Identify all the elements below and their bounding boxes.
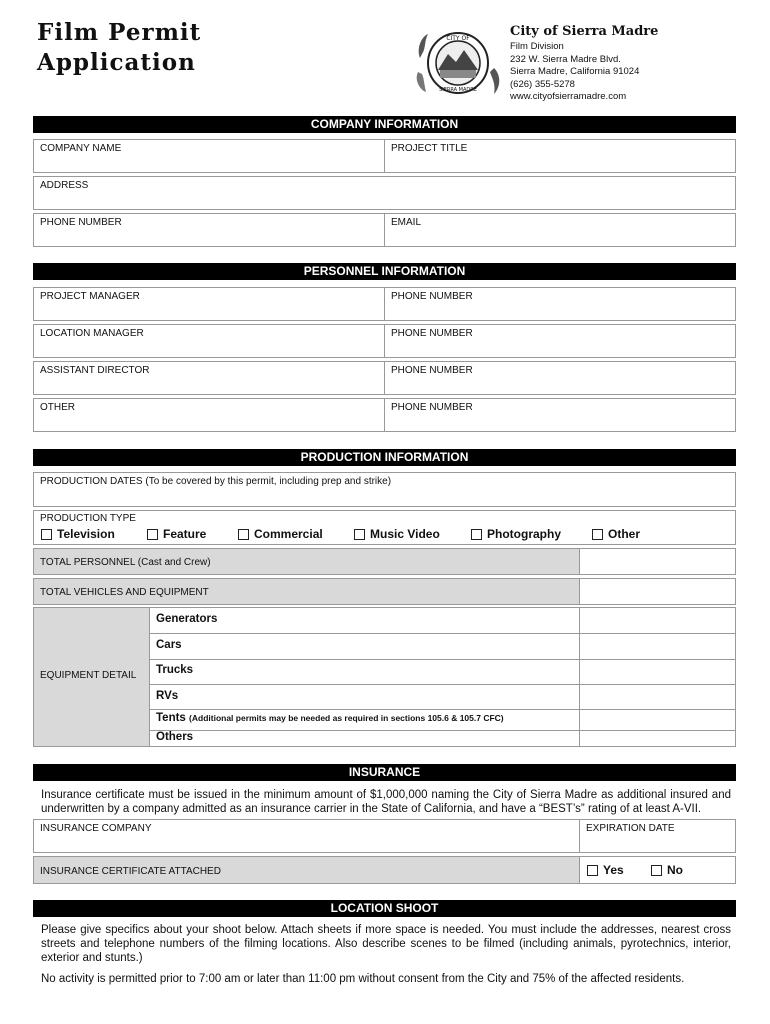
tents-note: (Additional permits may be needed as required in sections 105.6 & 105.7 CFC) (189, 713, 504, 723)
title-line-1: Film Permit (37, 19, 202, 46)
assistant-director-phone-field[interactable] (391, 377, 731, 393)
personnel-role-label: ASSISTANT DIRECTOR (40, 365, 150, 376)
section-insurance-header: INSURANCE (33, 764, 736, 781)
section-production-header: PRODUCTION INFORMATION (33, 449, 736, 466)
total-vehicles-label: TOTAL VEHICLES AND EQUIPMENT (40, 587, 209, 598)
option-label: Music Video (370, 527, 440, 541)
location-manager-field[interactable] (40, 340, 380, 356)
org-line: Sierra Madre, California 91024 (510, 66, 640, 77)
other-personnel-phone-field[interactable] (391, 414, 731, 430)
location-time-restriction: No activity is permitted prior to 7:00 am or later than 11:00 pm without consent from the City and 75% of the affected residents. (41, 973, 685, 985)
personnel-row (33, 324, 736, 358)
company-phone-field[interactable] (40, 229, 380, 245)
option-label: Photography (487, 527, 561, 541)
option-music-video[interactable] (354, 527, 440, 541)
checkbox[interactable] (651, 865, 662, 876)
production-type-label: PRODUCTION TYPE (40, 513, 136, 524)
checkbox[interactable] (147, 529, 158, 540)
checkbox[interactable] (592, 529, 603, 540)
insurance-text: Insurance certificate must be issued in the minimum amount of $1,000,000 naming the City of Sierra Madre as additional insured and underwritten by a company admitted as an insurance carrier in the State of California, and have a “BEST’s” rating of at least A-VII. (41, 789, 731, 815)
option-label: Television (57, 527, 115, 541)
production-dates-row (33, 472, 736, 507)
option-label: Commercial (254, 527, 323, 541)
checkbox[interactable] (41, 529, 52, 540)
option-no[interactable] (651, 863, 683, 877)
section-location-header: LOCATION SHOOT (33, 900, 736, 917)
assistant-director-field[interactable] (40, 377, 380, 393)
rvs-field[interactable] (581, 685, 733, 707)
location-instructions: Please give specifics about your shoot below. Attach sheets if more space is needed. You must include the addresses, nearest cross streets and telephone numbers of the filming locations. Also describe scenes to be filmed (including animals, pyrotechnics, interior, exterior and stunts.) (41, 924, 731, 964)
option-label: No (667, 863, 683, 877)
equipment-item: Cars (156, 639, 182, 651)
insurance-company-row (33, 819, 736, 853)
project-title-field[interactable] (391, 155, 731, 171)
production-type-options (41, 527, 731, 543)
city-seal-logo (414, 28, 504, 98)
option-label: Other (608, 527, 641, 541)
insurance-attached-label: INSURANCE CERTIFICATE ATTACHED (40, 866, 221, 877)
checkbox[interactable] (587, 865, 598, 876)
production-dates-label: PRODUCTION DATES (To be covered by this permit, including prep and strike) (40, 476, 392, 487)
option-commercial[interactable] (238, 527, 323, 541)
form-title (37, 18, 201, 78)
company-name-label: COMPANY NAME (40, 143, 122, 154)
company-row-3 (33, 213, 736, 247)
personnel-row (33, 398, 736, 432)
equipment-item: Trucks (156, 664, 194, 676)
email-field[interactable] (391, 229, 731, 245)
equipment-item: Tents (156, 712, 186, 724)
company-phone-label: PHONE NUMBER (40, 217, 122, 228)
total-personnel-row (33, 548, 736, 575)
personnel-role-label: OTHER (40, 402, 75, 413)
address-label: ADDRESS (40, 180, 89, 191)
equipment-item: RVs (156, 690, 179, 702)
option-photography[interactable] (471, 527, 561, 541)
org-line: 232 W. Sierra Madre Blvd. (510, 53, 621, 65)
email-label: EMAIL (391, 217, 422, 228)
title-line-2: Application (37, 49, 196, 76)
tents-field[interactable] (581, 710, 733, 728)
total-personnel-field[interactable] (581, 551, 733, 572)
seal-text-top: CITY OF (446, 35, 470, 42)
equipment-detail-label: EQUIPMENT DETAIL (40, 670, 137, 681)
option-other[interactable] (592, 527, 640, 541)
org-name: City of Sierra Madre (510, 24, 659, 39)
option-label: Yes (603, 863, 624, 877)
project-manager-phone-field[interactable] (391, 303, 731, 319)
checkbox[interactable] (238, 529, 249, 540)
company-name-field[interactable] (40, 155, 380, 171)
insurance-company-field[interactable] (40, 835, 575, 851)
checkbox[interactable] (471, 529, 482, 540)
total-personnel-label: TOTAL PERSONNEL (Cast and Crew) (40, 557, 211, 568)
personnel-phone-label: PHONE NUMBER (391, 291, 473, 302)
org-line: (626) 355-5278 (510, 78, 575, 90)
option-yes[interactable] (587, 863, 624, 877)
equipment-item: Others (156, 731, 194, 743)
personnel-phone-label: PHONE NUMBER (391, 402, 473, 413)
insurance-company-label: INSURANCE COMPANY (40, 823, 152, 834)
personnel-role-label: PROJECT MANAGER (40, 291, 140, 302)
company-row-1 (33, 139, 736, 173)
option-label: Feature (163, 527, 207, 541)
personnel-phone-label: PHONE NUMBER (391, 365, 473, 376)
org-info (510, 23, 658, 104)
section-personnel-header: PERSONNEL INFORMATION (33, 263, 736, 280)
expiration-date-field[interactable] (586, 835, 732, 851)
equipment-item: Generators (156, 613, 218, 625)
address-field[interactable] (40, 192, 730, 208)
production-dates-field[interactable] (40, 489, 730, 505)
option-television[interactable] (41, 527, 115, 541)
project-title-label: PROJECT TITLE (391, 143, 468, 154)
others-field[interactable] (581, 731, 733, 745)
org-line: www.cityofsierramadre.com (510, 91, 627, 102)
seal-text-bottom: SIERRA MADRE (439, 87, 477, 93)
personnel-role-label: LOCATION MANAGER (40, 328, 144, 339)
option-feature[interactable] (147, 527, 206, 541)
project-manager-field[interactable] (40, 303, 380, 319)
cars-field[interactable] (581, 634, 733, 656)
equipment-item-tents (156, 712, 504, 724)
expiration-date-label: EXPIRATION DATE (586, 823, 675, 834)
personnel-phone-label: PHONE NUMBER (391, 328, 473, 339)
total-vehicles-field[interactable] (581, 581, 733, 602)
address-row (33, 176, 736, 210)
trucks-field[interactable] (581, 660, 733, 682)
checkbox[interactable] (354, 529, 365, 540)
section-company-header: COMPANY INFORMATION (33, 116, 736, 133)
personnel-row (33, 287, 736, 321)
generators-field[interactable] (581, 609, 733, 631)
insurance-attached-row (33, 856, 736, 884)
location-manager-phone-field[interactable] (391, 340, 731, 356)
personnel-row (33, 361, 736, 395)
other-personnel-field[interactable] (40, 414, 380, 430)
org-line: Film Division (510, 41, 564, 52)
total-vehicles-row (33, 578, 736, 605)
